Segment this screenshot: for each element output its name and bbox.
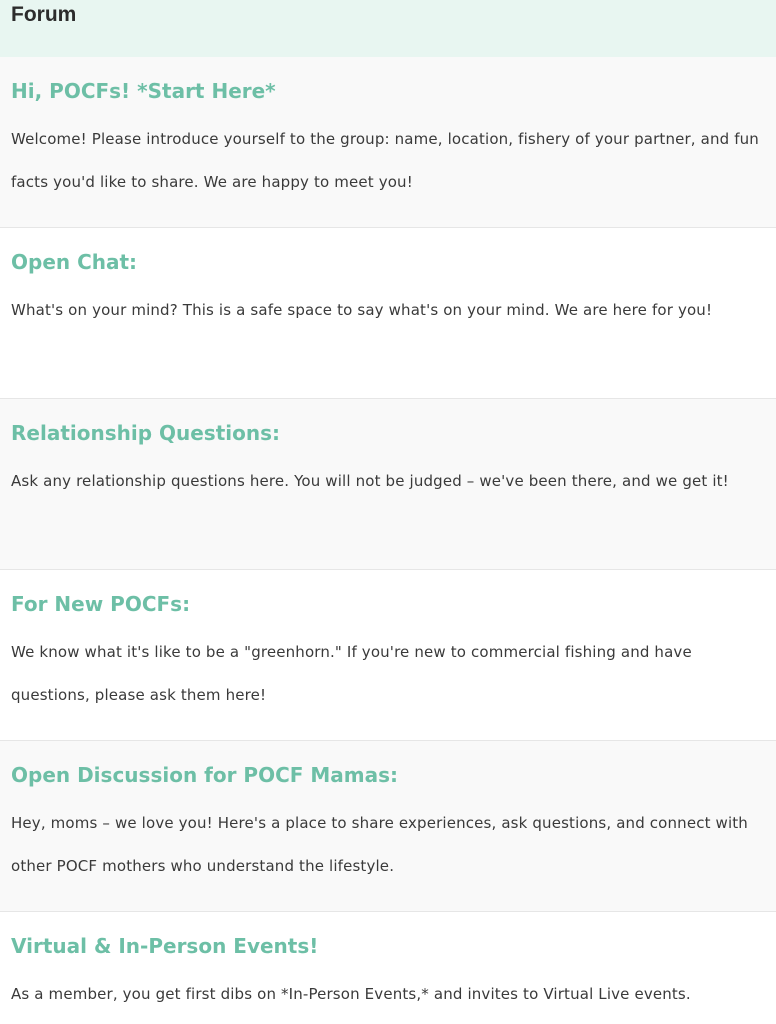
forum-list	[0, 57, 776, 1024]
forum-description: We know what it's like to be a "greenhorn." If you're new to commercial fishing and have questions, please ask them here!	[11, 643, 692, 704]
forum-description: Welcome! Please introduce yourself to the group: name, location, fishery of your partner, and fun facts you'd like to share. We are happy to meet you!	[11, 130, 759, 191]
forum-title[interactable]: Open Chat:	[11, 250, 138, 274]
page-title: Forum	[11, 2, 77, 26]
forum-title[interactable]: Relationship Questions:	[11, 421, 280, 445]
forum-description: Hey, moms – we love you! Here's a place to share experiences, ask questions, and connect with other POCF mothers who understand the lifestyle.	[11, 814, 748, 875]
forum-description: Ask any relationship questions here. You will not be judged – we've been there, and we get it!	[11, 472, 729, 490]
forum-item-relationship-questions[interactable]	[0, 399, 776, 570]
forum-title[interactable]: Virtual & In-Person Events!	[11, 934, 319, 958]
forum-item-events[interactable]	[0, 912, 776, 1024]
forum-item-start-here[interactable]	[0, 57, 776, 228]
forum-item-pocf-mamas[interactable]	[0, 741, 776, 912]
forum-header	[0, 0, 776, 57]
forum-description: What's on your mind? This is a safe space to say what's on your mind. We are here for you!	[11, 301, 713, 319]
forum-item-open-chat[interactable]	[0, 228, 776, 399]
forum-title[interactable]: Open Discussion for POCF Mamas:	[11, 763, 399, 787]
forum-item-new-pocfs[interactable]	[0, 570, 776, 741]
forum-title[interactable]: Hi, POCFs! *Start Here*	[11, 79, 276, 103]
forum-title[interactable]: For New POCFs:	[11, 592, 191, 616]
forum-description: As a member, you get first dibs on *In-Person Events,* and invites to Virtual Live events.	[11, 985, 691, 1003]
